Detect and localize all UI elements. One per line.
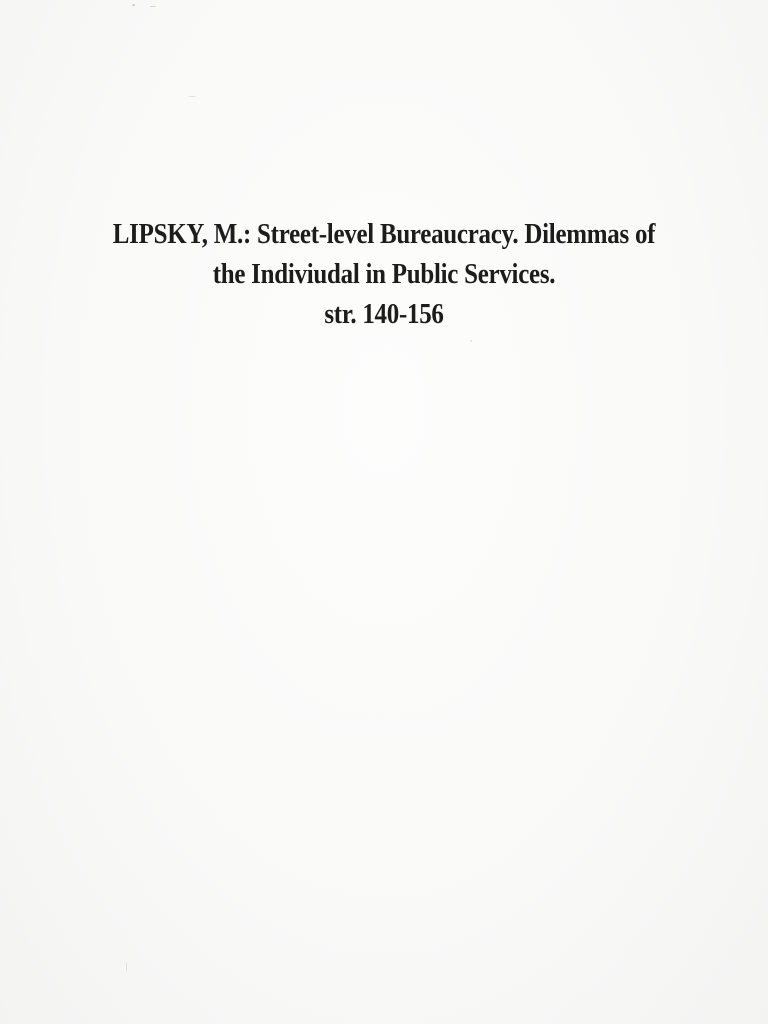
document-title-block: [0, 214, 768, 334]
page-range-line: str. 140-156: [324, 298, 444, 330]
scan-speck: [132, 4, 135, 6]
citation-line-2: the Indiviudal in Public Services.: [212, 258, 556, 290]
scan-speck: [188, 96, 196, 97]
scan-speck: [126, 962, 127, 972]
scan-speck: [150, 6, 156, 7]
citation-line-1: LIPSKY, M.: Street-level Bureaucracy. Dilemmas of: [112, 218, 656, 250]
scan-speck: [470, 340, 472, 342]
